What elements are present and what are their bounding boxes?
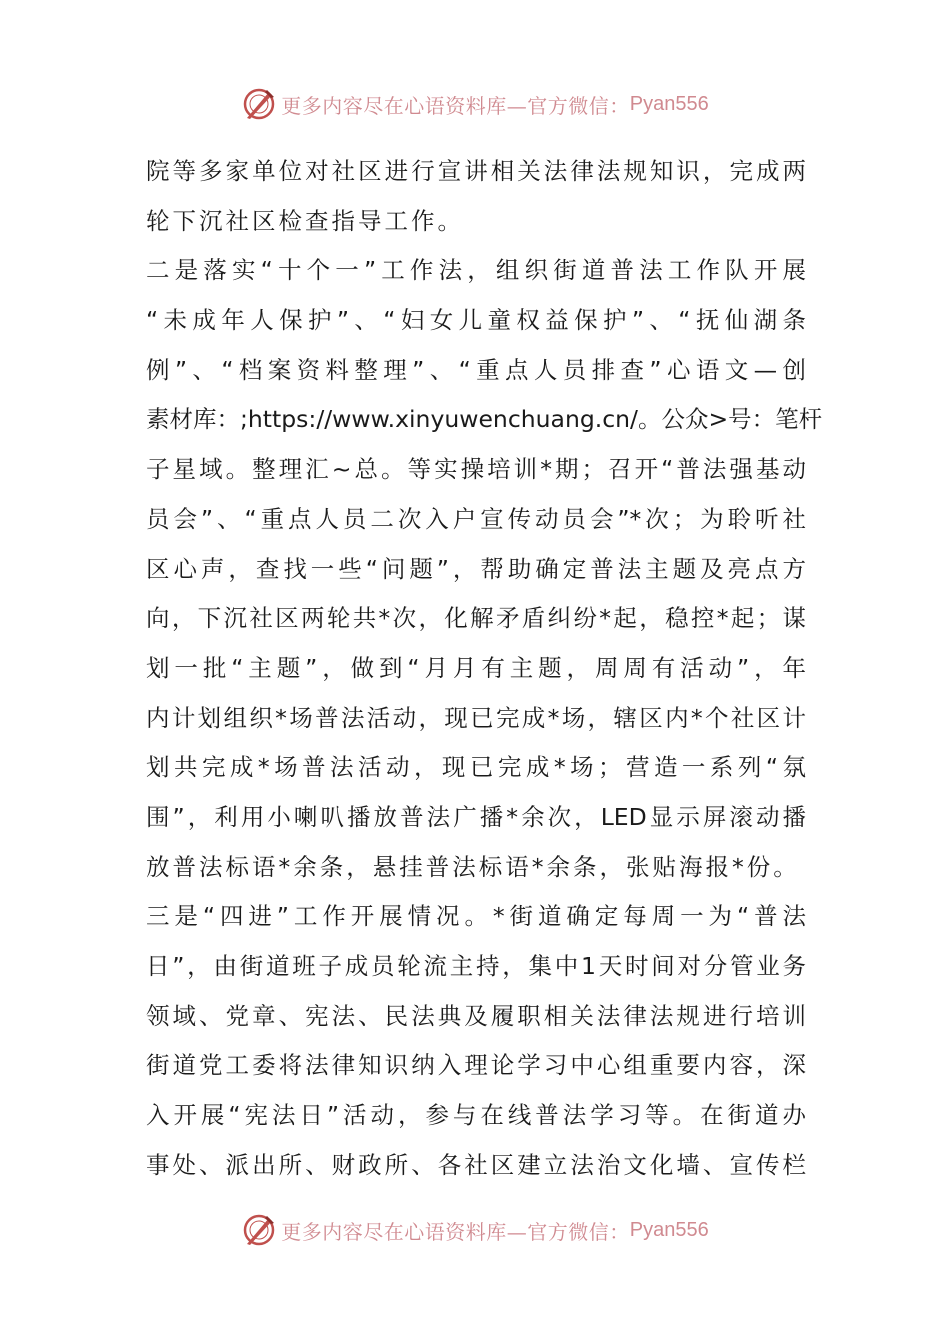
text-line: 二是落实“十个一”工作法，组织街道普法工作队开展 <box>146 256 806 285</box>
text-line: 划一批“主题”，做到“月月有主题，周周有活动”，年 <box>146 653 806 682</box>
quill-logo-icon <box>241 86 277 122</box>
text-line: 放普法标语*余条，悬挂普法标语*余条，张贴海报*份。 <box>146 852 800 881</box>
text-line: 划共完成*场普法活动，现已完成*场；营造一系列“氛 <box>146 753 806 782</box>
text-line: 员会”、“重点人员二次入户宣传动员会”*次；为聆听社 <box>146 504 806 533</box>
header-banner <box>0 84 950 124</box>
footer-banner <box>0 1210 950 1250</box>
document-body <box>146 147 823 1190</box>
header-text: 更多内容尽在心语资料库—官方微信： <box>281 93 630 118</box>
text-line: 日”，由街道班子成员轮流主持，集中1天时间对分管业务 <box>146 952 806 980</box>
text-line: 街道党工委将法律知识纳入理论学习中心组重要内容，深 <box>146 1051 806 1080</box>
text-line: 例”、“档案资料整理”、“重点人员排查”心语文—创 <box>146 355 806 384</box>
text-line: 向，下沉社区两轮共*次，化解矛盾纠纷*起，稳控*起；谋 <box>146 604 806 633</box>
text-line: 内计划组织*场普法活动，现已完成*场，辖区内*个社区计 <box>146 703 806 732</box>
quill-logo-icon <box>241 1212 277 1248</box>
text-line: 院等多家单位对社区进行宣讲相关法律法规知识，完成两 <box>146 157 806 185</box>
text-line: “未成年人保护”、“妇女儿童权益保护”、“抚仙湖条 <box>146 306 806 335</box>
text-line: 三是“四进”工作开展情况。*街道确定每周一为“普法 <box>146 902 806 931</box>
footer-text: 更多内容尽在心语资料库—官方微信： <box>281 1219 630 1244</box>
text-line: 素材库：;https://www.xinyuwenchuang.cn/。公众>号：笔杆 <box>146 405 823 434</box>
text-line: 围”，利用小喇叭播放普法广播*余次，LED显示屏滚动播 <box>146 802 806 831</box>
text-line: 入开展“宪法日”活动，参与在线普法学习等。在街道办 <box>146 1101 806 1130</box>
text-line: 子星域。整理汇~总。等实操培训*期；召开“普法强基动 <box>146 455 806 484</box>
text-line: 轮下沉社区检查指导工作。 <box>146 206 464 235</box>
text-line: 领域、党章、宪法、民法典及履职相关法律法规进行培训 <box>146 1001 806 1030</box>
text-line: 事处、派出所、财政所、各社区建立法治文化墙、宣传栏 <box>146 1150 806 1179</box>
header-wechat-id: Pyan556 <box>629 92 709 115</box>
text-line: 区心声，查找一些“问题”，帮助确定普法主题及亮点方 <box>146 554 806 583</box>
footer-wechat-id: Pyan556 <box>629 1218 709 1241</box>
